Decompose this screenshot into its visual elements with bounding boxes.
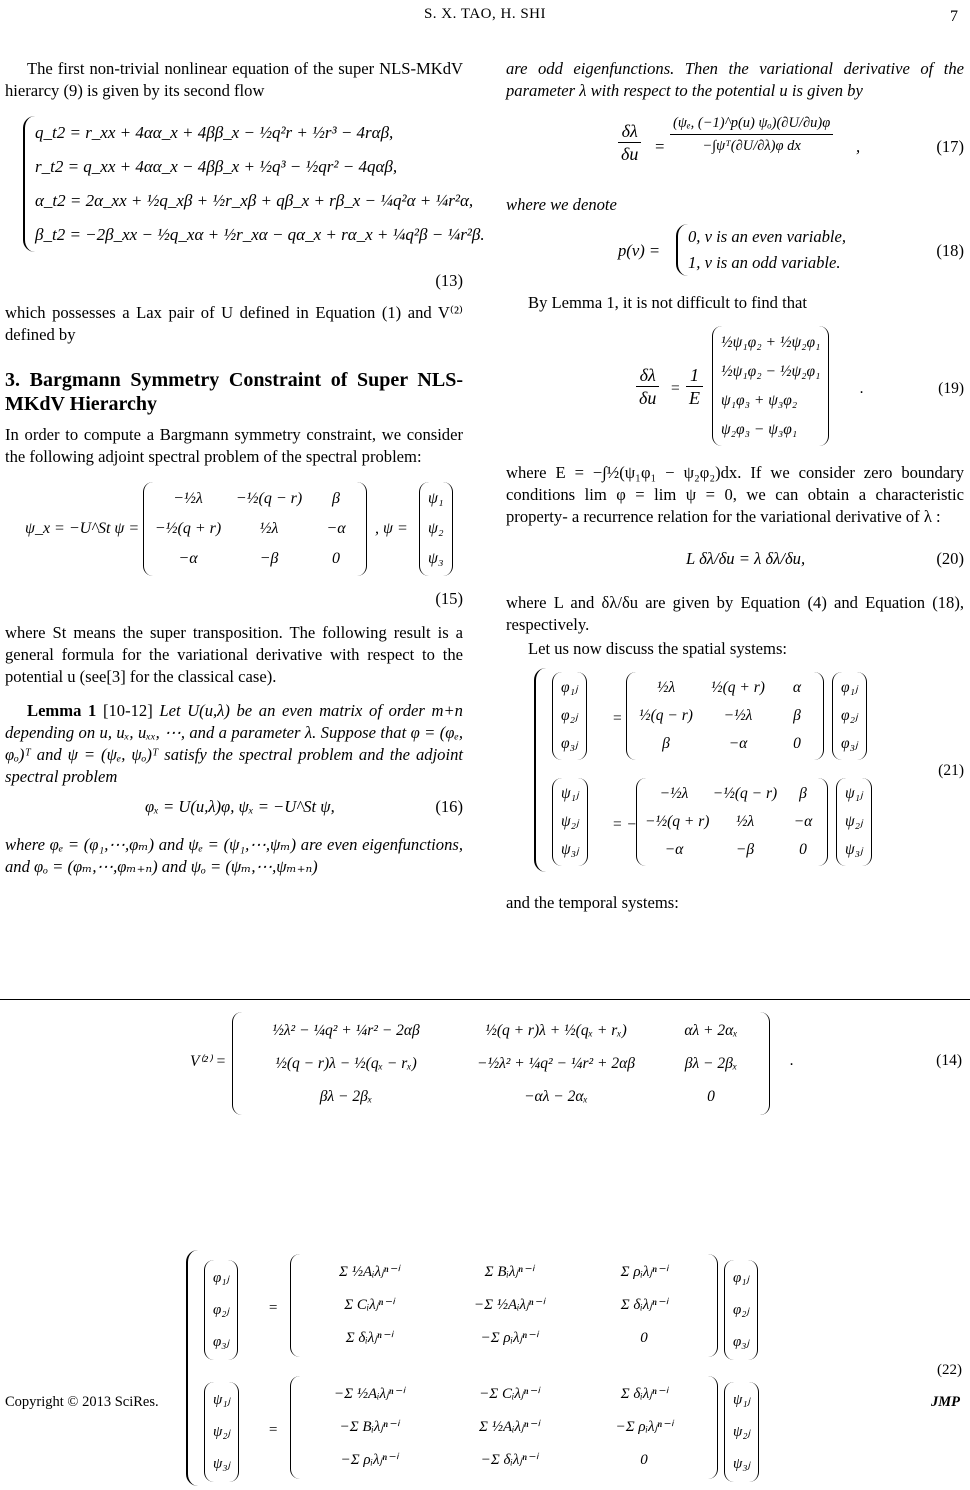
equation-20 [506, 538, 964, 582]
eq22-m1-23: Σ δᵢλⱼⁿ⁻ⁱ [620, 1297, 668, 1313]
eq21-phi-1: φ₁ⱼ [561, 679, 578, 696]
eq21-m1-12: ½(q + r) [711, 679, 765, 696]
paragraph-where-L: where L and δλ/δu are given by Equation (4) and Equation (18), respectively. [506, 593, 964, 634]
eq18-case-odd: 1, v is an odd variable. [688, 253, 841, 272]
eq22-psi-vec-rhs [724, 1382, 759, 1482]
eq21-m2-33: 0 [799, 841, 807, 858]
eq13-number: (13) [435, 271, 463, 290]
eq22-m1-22: −Σ ½Aᵢλⱼⁿ⁻ⁱ [473, 1297, 544, 1313]
eq14-m-23: βλ − 2βₓ [684, 1055, 738, 1072]
equation-13 [5, 116, 485, 266]
eq14-m-31: βλ − 2βₓ [319, 1088, 373, 1105]
eq22-m2-31: −Σ ρᵢλⱼⁿ⁻ⁱ [340, 1452, 398, 1468]
eq17-number: (17) [936, 137, 964, 156]
paragraph-odd-eigenfunctions: are odd eigenfunctions. Then the variational derivative of the parameter λ with respect to the potential u is given by [506, 59, 964, 100]
page-number: 7 [950, 8, 958, 25]
eq21-m1-21: ½(q − r) [639, 707, 693, 724]
lemma-title: Lemma 1 [27, 701, 97, 720]
equation-22: φ₁ⱼ φ₂ⱼ φ₃ⱼ = Σ ½Aᵢλⱼⁿ⁻ⁱ Σ Bᵢλⱼⁿ⁻ⁱ Σ ρᵢλⱼⁿ⁻ⁱ Σ Cᵢλⱼⁿ⁻ⁱ −Σ ½Aᵢλⱼⁿ⁻ⁱ Σ δᵢλⱼⁿ⁻ⁱ Σ δᵢλⱼⁿ⁻ⁱ −Σ ρᵢλⱼⁿ⁻ⁱ 0 φ₁ⱼ φ₂ⱼ φ₃ⱼ ψ₁ⱼ ψ₂ⱼ ψ₃ⱼ = −Σ ½Aᵢλⱼⁿ⁻ⁱ −Σ Cᵢλⱼⁿ⁻ⁱ Σ δᵢλⱼⁿ⁻ⁱ −Σ Bᵢλⱼⁿ⁻ⁱ Σ ½Aᵢλⱼⁿ⁻ⁱ −Σ ρᵢλⱼⁿ⁻ⁱ −Σ ρᵢλⱼⁿ⁻ⁱ −Σ δᵢλⱼⁿ⁻ⁱ 0 ψ₁ⱼ ψ₂ⱼ ψ₃ⱼ (22) [0, 1250, 970, 1490]
eq22-phi-rhs-2: φ₂ⱼ [733, 1302, 750, 1318]
eq15-vec-2: ψ₂ [428, 520, 444, 537]
eq21-m2-13: β [799, 785, 807, 802]
eq22-psi-rhs-3: ψ₃ⱼ [733, 1456, 751, 1472]
eq22-number: (22) [937, 1362, 962, 1378]
paragraph-intro: The first non-trivial nonlinear equation of the super NLS-MKdV hierarcy (9) is given by its second flow [5, 59, 463, 100]
eq14-m-33: 0 [707, 1088, 715, 1105]
eq15-m-23: −α [326, 520, 346, 537]
eq21-m1-13: α [792, 679, 802, 696]
eq22-m2-21: −Σ Bᵢλⱼⁿ⁻ⁱ [339, 1419, 399, 1435]
eq22-phi-vec [204, 1260, 238, 1360]
eq22-m1-33: 0 [640, 1330, 648, 1346]
eq15-m-21: −½(q + r) [154, 520, 222, 537]
eq15-vec-3: ψ₃ [428, 550, 444, 567]
eq21-m2-22: ½λ [735, 813, 755, 830]
eq21-m1-33: 0 [793, 735, 801, 752]
eq21-m2-11: −½λ [659, 785, 689, 802]
equation-19: $\frac{\delta\lambda}{\delta u}$ = $\frac{1}{E}$ ½ψ₁φ₂ + ½ψ₂φ₁ ½ψ₁φ₂ − ½ψ₂φ₁ ψ₁φ₃ + ψ₃φ₂ ψ₂φ₃ − ψ₃φ₁ . (19) [506, 322, 964, 452]
eq21-m1-11: ½λ [656, 679, 676, 696]
eq21-psi-vec-rhs [836, 778, 872, 866]
eq21-m2-12: −½(q − r) [712, 785, 778, 802]
eq21-m1-23: β [793, 707, 801, 724]
eq21-phi-rhs-2: φ₂ⱼ [841, 707, 858, 724]
eq21-m1-31: β [662, 735, 670, 752]
eq21-phi-rhs-3: φ₃ⱼ [841, 735, 858, 752]
equation-14: V⁽²⁾ = ½λ² − ¼q² + ¼r² − 2αβ ½(q + r)λ + ½(qₓ + rₓ) αλ + 2αₓ ½(q − r)λ − ½(qₓ − rₓ) −½λ² + ¼q² − ¼r² + 2αβ βλ − 2βₓ βλ − 2βₓ −αλ − 2αₓ 0 . (14) [0, 1008, 970, 1128]
eq22-psi-1: ψ₁ⱼ [213, 1392, 231, 1408]
eq20-number: (20) [936, 549, 964, 568]
eq20-body: L δλ/δu = λ δλ/δu, [686, 549, 806, 568]
eq15-m-11: −½λ [173, 490, 203, 507]
eq15-m-22: ½λ [259, 520, 279, 537]
eq14-m-11: ½λ² − ¼q² + ¼r² − 2αβ [272, 1022, 420, 1039]
eq14-lhs: V⁽²⁾ = [190, 1053, 227, 1070]
eq15-m-32: −β [259, 550, 279, 567]
eq22-phi-2: φ₂ⱼ [213, 1302, 230, 1318]
eq22-psi-rhs-1: ψ₁ⱼ [733, 1392, 751, 1408]
eq15-vec-lhs: , ψ = [375, 520, 408, 537]
eq21-matrix-2 [636, 778, 828, 866]
eq21-psi-rhs-1: ψ₁ⱼ [845, 785, 863, 802]
eq22-m1-31: Σ δᵢλⱼⁿ⁻ⁱ [345, 1330, 393, 1346]
eq19-vector [712, 326, 829, 446]
eq22-m2-22: Σ ½Aᵢλⱼⁿ⁻ⁱ [479, 1419, 539, 1435]
eq13-line-2: r_t2 = q_xx + 4αα_x − 4ββ_x + ½q³ − ½qr² − 4qαβ, [35, 157, 398, 176]
footer-copyright: Copyright © 2013 SciRes. [5, 1394, 159, 1410]
paragraph-boundary: where E = −∫½(ψ₁φ₁ − ψ₂φ₂)dx. If we consider zero boundary conditions lim φ = lim ψ = 0, we can obtain a characteristic property- a recurrence relation for the variational derivative of λ : [506, 463, 964, 526]
eq21-m1-32: −α [728, 735, 748, 752]
eq19-row-4: ψ₂φ₃ − ψ₃φ₁ [721, 421, 798, 438]
eq21-phi-3: φ₃ⱼ [561, 735, 578, 752]
equation-21: φ₁ⱼ φ₂ⱼ φ₃ⱼ = ½λ ½(q + r) α ½(q − r) −½λ β β −α 0 φ₁ⱼ φ₂ⱼ φ₃ⱼ ψ₁ⱼ ψ₂ⱼ ψ₃ⱼ = − −½λ −½(q − r) β −½(q + r) ½λ −α −α −β 0 ψ₁ⱼ ψ₂ⱼ ψ₃ⱼ (21) [506, 668, 964, 878]
eq15-vec-1: ψ₁ [428, 490, 444, 507]
eq21-m2-31: −α [664, 841, 684, 858]
eq13-line-4: β_t2 = −2β_xx − ½q_xα + ½r_xα − qα_x + rα_x + ¼q²β − ¼r²β. [35, 225, 485, 244]
eq19-row-2: ½ψ₁φ₂ − ½ψ₂φ₁ [721, 363, 821, 380]
eq14-m-21: ½(q − r)λ − ½(qₓ − rₓ) [275, 1055, 417, 1072]
eq21-psi-vec [552, 778, 588, 866]
footer-journal: JMP [931, 1394, 960, 1410]
eq15-matrix [143, 482, 367, 576]
left-column [5, 58, 485, 878]
eq15-m-13: β [332, 490, 340, 507]
eq15-m-12: −½(q − r) [235, 490, 303, 507]
paragraph-transposition: where St means the super transposition. The following result is a general formula for the variational derivative with respect to the potential u (see[3] for the classical case). [5, 623, 463, 686]
eq19-row-1: ½ψ₁φ₂ + ½ψ₂φ₁ [721, 334, 821, 351]
eq14-m-32: −αλ − 2αₓ [524, 1088, 588, 1105]
eq22-m2-12: −Σ Cᵢλⱼⁿ⁻ⁱ [479, 1386, 539, 1402]
eq22-phi-rhs-3: φ₃ⱼ [733, 1334, 750, 1350]
equation-18: p(v) = 0, v is an even variable, 1, v is an odd variable. (18) [506, 224, 964, 280]
right-column [506, 58, 964, 914]
equation-15 [5, 480, 463, 580]
eq22-m2-32: −Σ δᵢλⱼⁿ⁻ⁱ [480, 1452, 538, 1468]
paragraph-lax-pair: which possesses a Lax pair of U defined in Equation (1) and V⁽²⁾ defined by [5, 303, 463, 344]
eq17-numerator: (ψₑ, (−1)^p(u) ψₒ)(∂U/∂u)φ [670, 112, 833, 135]
eq15-m-31: −α [178, 550, 198, 567]
eq22-psi-3: ψ₃ⱼ [213, 1456, 231, 1472]
eq21-psi-rhs-2: ψ₂ⱼ [845, 813, 863, 830]
eq14-matrix [232, 1012, 770, 1115]
eq14-m-22: −½λ² + ¼q² − ¼r² + 2αβ [476, 1055, 635, 1072]
eq21-m2-21: −½(q + r) [645, 813, 710, 830]
eq15-m-33: 0 [332, 550, 340, 567]
eq22-psi-2: ψ₂ⱼ [213, 1424, 231, 1440]
lemma-text: Let U(u,λ) be an even matrix of order m+n depending on u, uₓ, uₓₓ, ⋯, and a parameter λ. Suppose that φ = (φₑ, φₒ)ᵀ and ψ = (ψₑ, ψₒ)ᵀ satisfy the spectral problem and the adjoint spectral problem [5, 701, 463, 786]
eq19-row-3: ψ₁φ₃ + ψ₃φ₂ [721, 392, 798, 409]
paragraph-temporal: and the temporal systems: [506, 893, 679, 912]
eq21-phi-rhs-1: φ₁ⱼ [841, 679, 858, 696]
paragraph-lemma-use: By Lemma 1, it is not difficult to find that [528, 293, 807, 312]
paragraph-spatial: Let us now discuss the spatial systems: [528, 639, 788, 658]
eq16-number: (16) [435, 797, 463, 816]
eq21-m2-32: −β [735, 841, 755, 858]
eq22-m1-13: Σ ρᵢλⱼⁿ⁻ⁱ [620, 1264, 668, 1280]
eq21-matrix-1 [626, 672, 824, 760]
eq18-number: (18) [936, 241, 964, 260]
section-divider [0, 999, 970, 1000]
eq22-m1-11: Σ ½Aᵢλⱼⁿ⁻ⁱ [339, 1264, 399, 1280]
eq22-m2-23: −Σ ρᵢλⱼⁿ⁻ⁱ [615, 1419, 673, 1435]
eq21-psi-rhs-3: ψ₃ⱼ [845, 841, 863, 858]
eq22-phi-vec-rhs [724, 1260, 758, 1360]
eq22-m1-12: Σ Bᵢλⱼⁿ⁻ⁱ [484, 1264, 534, 1280]
eq22-m1-21: Σ Cᵢλⱼⁿ⁻ⁱ [344, 1297, 394, 1313]
eq21-psi-1: ψ₁ⱼ [561, 785, 579, 802]
running-head: S. X. TAO, H. SHI [423, 6, 547, 22]
eq22-m2-13: Σ δᵢλⱼⁿ⁻ⁱ [620, 1386, 668, 1402]
eq22-phi-1: φ₁ⱼ [213, 1270, 230, 1286]
equation-16 [5, 796, 463, 826]
eq15-vector [419, 482, 453, 576]
eq22-phi-3: φ₃ⱼ [213, 1334, 230, 1350]
eq18-case-even: 0, v is an even variable, [688, 227, 847, 246]
eq21-m1-22: −½λ [723, 707, 753, 724]
eq13-line-3: α_t2 = 2α_xx + ½q_xβ + ½r_xβ + qβ_x + rβ_x − ¼q²α + ¼r²α, [35, 191, 474, 210]
lemma-ref: [10-12] [102, 701, 153, 720]
eq16-body: φₓ = U(u,λ)φ, ψₓ = −U^St ψ, [145, 797, 335, 816]
eq13-line-1: q_t2 = r_xx + 4αα_x + 4ββ_x − ½q²r + ½r³ − 4rαβ, [35, 123, 394, 142]
paragraph-denote: where we denote [506, 195, 617, 214]
eq21-m2-23: −α [793, 813, 813, 830]
eq22-matrix-2 [290, 1376, 718, 1479]
eq21-psi-2: ψ₂ⱼ [561, 813, 579, 830]
eq21-phi-vec [552, 672, 587, 760]
eq14-m-12: ½(q + r)λ + ½(qₓ + rₓ) [485, 1022, 627, 1039]
paragraph-adjoint: In order to compute a Bargmann symmetry constraint, we consider the following adjoint spectral problem of the spectral problem: [5, 425, 463, 466]
eq22-psi-rhs-2: ψ₂ⱼ [733, 1424, 751, 1440]
section-heading: 3. Bargmann Symmetry Constraint of Super NLS-MKdV Hierarchy [5, 369, 463, 415]
eq22-psi-vec [204, 1382, 239, 1482]
lemma-paragraph [5, 700, 463, 788]
eq17-denominator: −∫ψᵀ(∂U/∂λ)φ dx [702, 138, 801, 154]
eq14-m-13: αλ + 2αₓ [684, 1022, 738, 1039]
eq22-m1-32: −Σ ρᵢλⱼⁿ⁻ⁱ [480, 1330, 538, 1346]
eq21-number: (21) [938, 762, 964, 779]
eq15-number: (15) [435, 589, 463, 608]
eq21-phi-2: φ₂ⱼ [561, 707, 578, 724]
eq22-m2-11: −Σ ½Aᵢλⱼⁿ⁻ⁱ [333, 1386, 404, 1402]
eq21-phi-vec-rhs [832, 672, 867, 760]
eq21-psi-3: ψ₃ⱼ [561, 841, 579, 858]
paragraph-even-eigenfunctions: where φₑ = (φ₁,⋯,φₘ) and ψₑ = (ψ₁,⋯,ψₘ) are even eigenfunctions, and φₒ = (φₘ,⋯,φₘ₊ₙ) and ψₒ = (ψₘ,⋯,ψₘ₊ₙ) [5, 835, 463, 876]
equation-17: $\frac{\delta\lambda}{\delta u}$ = $\frac{\text{(ψₑ, (−1)\textasciicircum{}p(u) ψₒ)(∂U/∂u)φ}}{\text{−∫ψᵀ(∂U/∂λ)φ dx}}$ , (17) [506, 112, 964, 184]
eq22-phi-rhs-1: φ₁ⱼ [733, 1270, 750, 1286]
eq22-m2-33: 0 [640, 1452, 648, 1468]
eq14-number: (14) [936, 1052, 962, 1069]
eq19-number: (19) [938, 380, 964, 397]
eq22-matrix-1 [290, 1254, 718, 1357]
eq15-lhs: ψ_x = −U^St ψ = [25, 520, 140, 537]
